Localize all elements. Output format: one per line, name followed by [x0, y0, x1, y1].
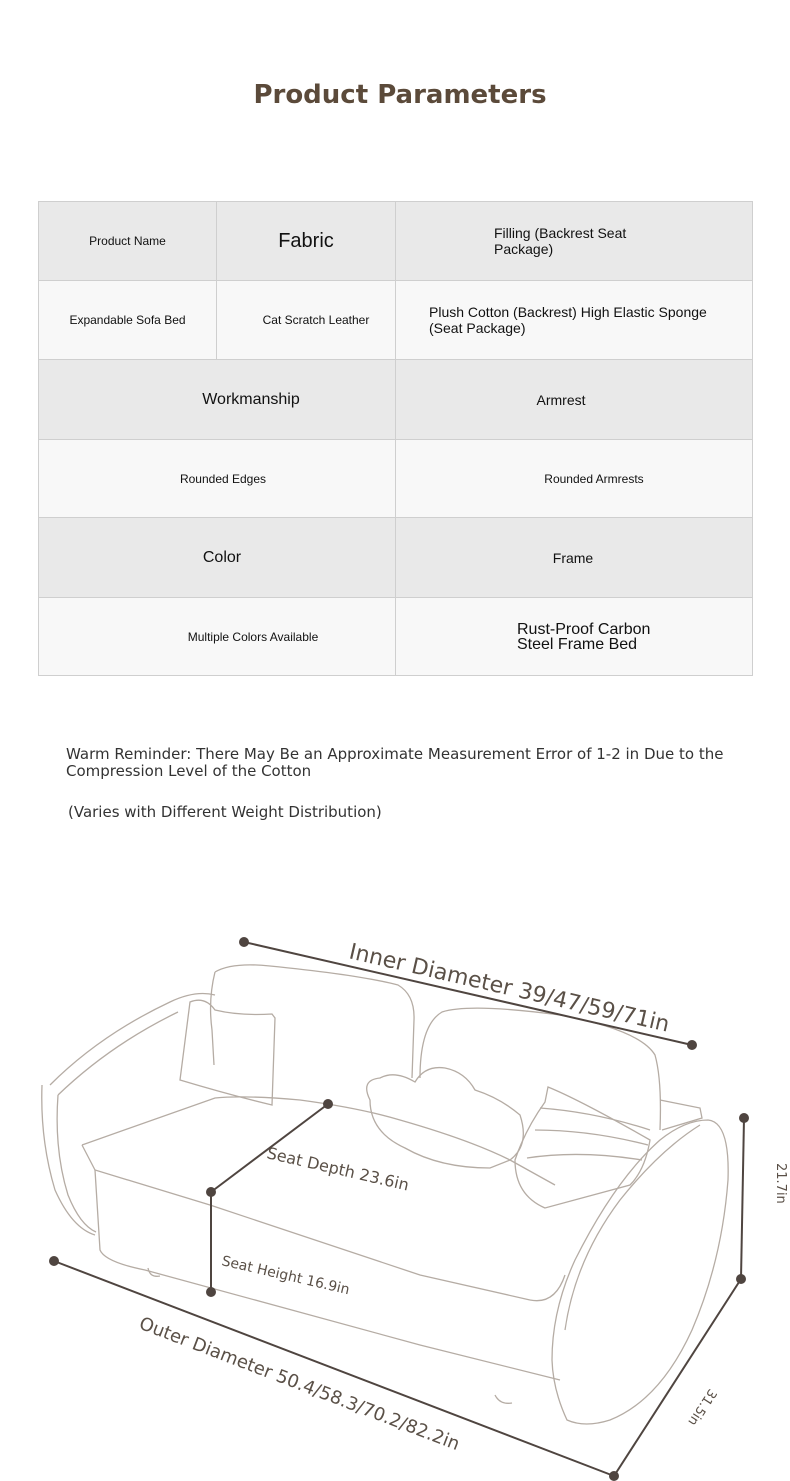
fabric-header: Fabric — [217, 202, 396, 281]
frame-header-cell — [396, 518, 753, 598]
armrest-value-cell — [396, 440, 753, 518]
color-header: Color — [202, 548, 242, 566]
product-name-header: Product Name — [39, 202, 217, 281]
depth-label: 31.5in — [684, 1385, 720, 1429]
height-line — [741, 1118, 744, 1279]
filling-header-cell — [396, 202, 753, 281]
inner-diameter-line — [244, 942, 692, 1045]
table-row — [39, 281, 753, 360]
workmanship-value: Rounded Edges — [179, 471, 267, 486]
sofa-dimension-diagram — [0, 890, 790, 1481]
frame-value-cell — [396, 598, 753, 676]
workmanship-header-cell — [39, 360, 396, 440]
fabric-value-cell — [217, 281, 396, 360]
armrest-header: Armrest — [536, 391, 586, 408]
fabric-value: Cat Scratch Leather — [262, 313, 370, 327]
dimension-dot — [740, 1114, 748, 1122]
table-row — [39, 440, 753, 518]
table-row — [39, 598, 753, 676]
filling-value: Plush Cotton (Backrest) High Elastic Sponge (Seat Package) — [429, 304, 707, 336]
seat-height-label: Seat Height 16.9in — [220, 1253, 352, 1299]
parameters-table — [38, 201, 753, 676]
dimension-dot — [207, 1288, 215, 1296]
filling-header: Filling (Backrest Seat Package) — [494, 225, 627, 257]
table-row — [39, 518, 753, 598]
inner-diameter-label: Inner Diameter 39/47/59/71in — [346, 939, 672, 1038]
dimension-dot — [207, 1188, 215, 1196]
depth-line — [614, 1279, 741, 1476]
dimension-dot — [240, 938, 248, 946]
dimension-dot — [50, 1257, 58, 1265]
product-name-value: Expandable Sofa Bed — [39, 281, 217, 360]
color-header-cell — [39, 518, 396, 598]
sofa-illustration — [42, 965, 728, 1424]
armrest-header-cell — [396, 360, 753, 440]
page-title: Product Parameters — [253, 80, 547, 110]
frame-header: Frame — [552, 549, 594, 566]
warm-reminder: Warm Reminder: There May Be an Approximate Measurement Error of 1-2 in Due to the Compression Level of the Cotton — [66, 745, 724, 780]
dimension-dot — [688, 1041, 696, 1049]
color-value-cell — [39, 598, 396, 676]
weight-note: (Varies with Different Weight Distribution) — [68, 803, 382, 821]
outer-diameter-label: Outer Diameter 50.4/58.3/70.2/82.2in — [136, 1313, 463, 1456]
dimension-dot — [324, 1100, 332, 1108]
color-value: Multiple Colors Available — [187, 629, 319, 644]
filling-value-cell — [396, 281, 753, 360]
workmanship-header: Workmanship — [202, 390, 300, 408]
height-label: 21.7in — [773, 1163, 788, 1204]
frame-value: Rust-Proof Carbon Steel Frame Bed — [517, 620, 651, 653]
seat-depth-label: Seat Depth 23.6in — [265, 1143, 411, 1195]
armrest-value: Rounded Armrests — [544, 471, 644, 486]
workmanship-value-cell — [39, 440, 396, 518]
table-row — [39, 360, 753, 440]
table-row — [39, 202, 753, 281]
